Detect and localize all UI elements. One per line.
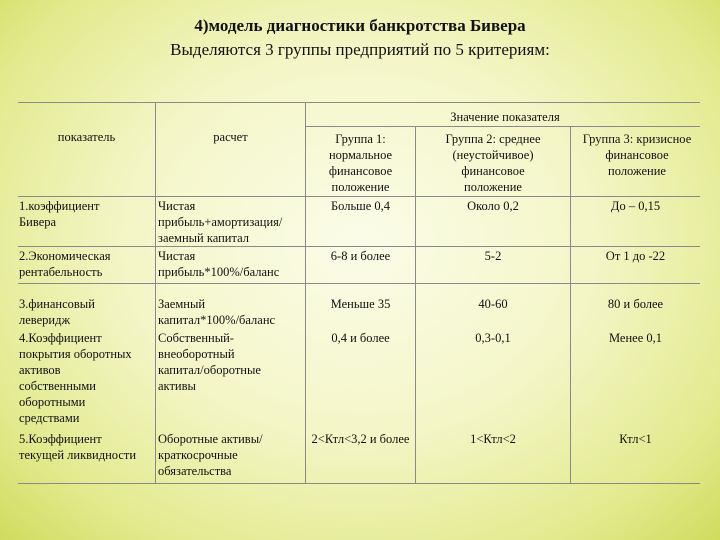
row-divider-1 (18, 196, 700, 197)
row3-group2: 40-60 (478, 297, 508, 311)
row3-group3: 80 и более (607, 297, 664, 311)
row4-group3: Менее 0,1 (608, 331, 663, 345)
slide-title: 4)модель диагностики банкротства Бивера (194, 16, 526, 35)
row-divider-2 (18, 246, 700, 247)
row2-group1: 6-8 и более (330, 249, 391, 263)
row4-group2: 0,3-0,1 (475, 331, 511, 345)
col-divider-1 (155, 102, 156, 483)
row4-indicator: 4.Коэффициент покрытия оборотных активов собственными оборотными средствами (19, 331, 132, 425)
row5-group3: Ктл<1 (619, 432, 652, 446)
row2-group3: От 1 до -22 (605, 249, 666, 263)
table-bottom-border (18, 483, 700, 484)
header-group2: Группа 2: среднее (неустойчивое) финансовое положение (445, 132, 541, 194)
row1-group1: Больше 0,4 (330, 199, 391, 213)
row5-indicator: 5.Коэффициент текущей ликвидности (19, 432, 137, 462)
row5-group2: 1<Ктл<2 (470, 432, 516, 446)
row2-calc: Чистая прибыль*100%/баланс (158, 249, 280, 279)
row5-calc: Оборотные активы/ краткосрочные обязательства (158, 432, 263, 478)
row-divider-3 (18, 283, 700, 284)
row2-group2: 5-2 (484, 249, 502, 263)
row1-group2: Около 0,2 (467, 199, 519, 213)
value-header-divider (305, 126, 700, 127)
row2-indicator: 2.Экономическая рентабельность (19, 249, 111, 279)
header-calc: расчет (213, 130, 248, 144)
row1-group3: До – 0,15 (610, 199, 661, 213)
row1-calc: Чистая прибыль+амортизация/ заемный капитал (158, 199, 283, 245)
row3-indicator: 3.финансовый леверидж (19, 297, 95, 327)
slide-subtitle: Выделяются 3 группы предприятий по 5 критериям: (170, 40, 550, 59)
row4-calc: Собственный- внеоборотный капитал/оборотные активы (158, 331, 261, 393)
row5-group1: 2<Ктл<3,2 и более (311, 432, 410, 446)
row3-calc: Заемный капитал*100%/баланс (158, 297, 276, 327)
header-group1: Группа 1: нормальное финансовое положение (328, 132, 393, 194)
row1-indicator: 1.коэффициент Бивера (19, 199, 100, 229)
header-value: Значение показателя (450, 110, 560, 124)
header-indicator: показатель (57, 130, 116, 144)
row3-group1: Меньше 35 (330, 297, 391, 311)
table-top-border (18, 102, 700, 103)
header-group3: Группа 3: кризисное финансовое положение (582, 132, 692, 178)
row4-group1: 0,4 и более (331, 331, 390, 345)
